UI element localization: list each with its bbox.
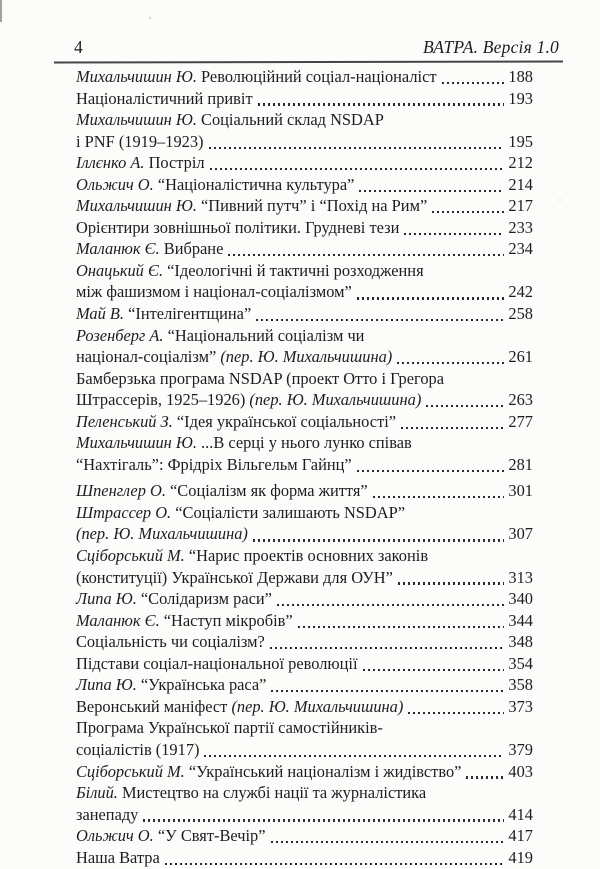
toc-title-text: “Нахтігаль”: Фрідріх Вільгельм Гайнц” — [76, 454, 352, 474]
toc-line — [76, 152, 533, 174]
toc-list — [76, 66, 533, 868]
page-header — [74, 37, 559, 57]
toc-author-or-translator: (пер. Ю. Михальчишина) — [220, 347, 393, 367]
toc-line — [76, 502, 533, 524]
toc-entry-text — [76, 109, 384, 131]
toc-line — [76, 346, 533, 368]
toc-page-number: 348 — [508, 632, 533, 652]
toc-page-number: 234 — [508, 239, 533, 259]
toc-author-or-translator: Білий. — [76, 783, 118, 803]
toc-title-text: “Ідеологічні й тактичні розходження — [163, 260, 424, 280]
toc-line — [76, 674, 533, 696]
toc-author-or-translator: Пеленський З. — [76, 411, 173, 431]
toc-line — [76, 389, 533, 411]
toc-author-or-translator: Михальчишин Ю. — [76, 433, 197, 453]
toc-title-text: “Соціалізм як форма життя” — [165, 481, 368, 501]
toc-page-number: 379 — [508, 739, 533, 759]
toc-entry-text — [76, 66, 437, 88]
toc-line — [76, 480, 533, 502]
toc-line — [76, 567, 533, 589]
toc-title-text: Постріл — [144, 153, 205, 173]
dot-leader — [398, 582, 505, 584]
toc-entry-text — [76, 174, 354, 196]
toc-title-text: Націоналістичний привіт — [76, 88, 253, 108]
toc-title-text: між фашизмом і націонал-соціалізмом” — [76, 282, 352, 302]
toc-author-or-translator: Май В. — [76, 304, 125, 324]
toc-page-number: 193 — [508, 88, 533, 108]
dot-leader — [357, 470, 505, 472]
dot-leader — [363, 669, 505, 671]
toc-line — [76, 411, 533, 433]
toc-title-text: Революційний соціал-націоналіст — [196, 67, 437, 86]
toc-title-text: Програма Української партії самостійників- — [76, 718, 383, 738]
toc-title-text: “Українська раса” — [136, 675, 267, 695]
toc-entry-text — [76, 567, 393, 589]
toc-entry-text — [76, 411, 396, 433]
toc-line — [76, 195, 533, 217]
toc-entry-text — [76, 674, 266, 696]
toc-title-text: Веронський маніфест — [76, 696, 232, 716]
dot-leader — [210, 168, 505, 170]
toc-entry-text — [76, 804, 138, 826]
toc-line — [76, 782, 533, 804]
toc-entry-text — [76, 610, 293, 632]
toc-entry-text — [76, 480, 368, 502]
toc-line — [76, 131, 533, 153]
toc-line — [76, 696, 533, 718]
toc-author-or-translator: (пер. Ю. Михальчишина) — [76, 524, 248, 544]
toc-title-text: “Інтелігентщина” — [124, 304, 252, 324]
toc-entry-text — [76, 368, 444, 390]
toc-line — [76, 761, 533, 783]
dot-leader — [258, 103, 505, 105]
toc-line — [76, 610, 533, 632]
toc-author-or-translator: Ольжич О. — [76, 174, 154, 194]
running-title: ВАТРА. Версія 1.0 — [423, 37, 559, 57]
dot-leader — [270, 647, 505, 649]
toc-entry-text — [76, 761, 461, 783]
toc-line — [76, 545, 533, 567]
dot-leader — [408, 712, 504, 714]
dot-leader — [209, 147, 505, 149]
toc-title-text: ...В серці у нього лунко співав — [196, 433, 412, 453]
toc-page-number: 354 — [508, 653, 533, 673]
dot-leader — [426, 405, 504, 407]
dot-leader — [165, 863, 505, 865]
toc-line — [76, 432, 533, 454]
toc-page-number: 307 — [508, 524, 533, 544]
toc-line — [76, 847, 533, 869]
toc-entry-text — [76, 588, 272, 610]
toc-page-number: 214 — [508, 174, 533, 194]
toc-entry-text — [76, 782, 426, 804]
toc-entry-text — [76, 389, 421, 411]
toc-author-or-translator: (пер. Ю. Михальчишина) — [231, 696, 404, 716]
header-rule — [54, 60, 563, 63]
toc-line — [76, 217, 533, 239]
toc-page-number: 403 — [508, 761, 533, 781]
toc-line — [76, 325, 533, 347]
scan-edge-artifact — [0, 0, 2, 22]
toc-author-or-translator: Штрассер О. — [76, 502, 172, 522]
toc-author-or-translator: Сціборський М. — [76, 546, 185, 566]
toc-author-or-translator: Маланюк Є. — [76, 239, 160, 259]
toc-page-number: 373 — [508, 696, 533, 716]
toc-title-text: “У Свят-Вечір” — [153, 826, 266, 846]
toc-author-or-translator: Михальчишин Ю. — [76, 67, 197, 86]
dot-leader — [401, 427, 504, 429]
toc-entry-text — [76, 217, 399, 239]
toc-title-text: націонал-соціалізм” — [76, 347, 221, 367]
toc-page-number: 313 — [508, 567, 533, 587]
toc-title-text: занепаду — [76, 804, 139, 824]
toc-title-text: “Пивний путч” і “Похід на Рим” — [196, 196, 428, 216]
toc-title-text: соціалістів (1917) — [76, 739, 200, 759]
toc-page-number: 263 — [508, 390, 533, 410]
toc-page-number: 188 — [508, 67, 533, 86]
dot-leader — [298, 626, 505, 628]
toc-title-text: Бамберзька програма NSDAP (проект Отто і Грегора — [76, 368, 444, 388]
dot-leader — [271, 690, 504, 692]
toc-line — [76, 454, 533, 476]
toc-author-or-translator: Сціборський М. — [76, 761, 185, 781]
toc-entry-text — [76, 502, 405, 524]
toc-title-text: Штрассерів, 1925–1926) — [76, 390, 250, 410]
toc-entry-text — [76, 523, 248, 545]
toc-entry-text — [76, 847, 160, 869]
toc-entry-text — [76, 131, 204, 153]
toc-line — [76, 238, 533, 260]
toc-title-text: “Національний соціалізм чи — [163, 325, 365, 345]
toc-title-text: “Солідаризм раси” — [136, 589, 272, 609]
toc-page-number: 344 — [508, 610, 533, 630]
toc-page-number: 358 — [508, 675, 533, 695]
toc-page-number: 217 — [508, 196, 533, 216]
toc-title-text: “Соціалісти залишають NSDAP” — [171, 502, 405, 522]
toc-line — [76, 368, 533, 390]
toc-entry-text — [76, 346, 392, 368]
toc-line — [76, 88, 533, 110]
page-number: 4 — [74, 37, 83, 57]
dot-leader — [359, 190, 504, 192]
toc-line — [76, 631, 533, 653]
toc-title-text: “Український націоналізм і жидівство” — [184, 761, 462, 781]
dot-leader — [228, 254, 504, 256]
toc-title-text: Наша Ватра — [76, 847, 160, 867]
toc-title-text: Соціальність чи соціалізм? — [76, 632, 265, 652]
toc-title-text: (конституції) Української Держави для ОУН” — [76, 567, 393, 587]
toc-author-or-translator: Маланюк Є. — [76, 610, 160, 630]
toc-title-text: Вибране — [159, 239, 224, 259]
toc-title-text: Соціальний склад NSDAP — [196, 110, 384, 130]
toc-entry-text — [76, 238, 223, 260]
toc-title-text: “Нарис проектів основних законів — [184, 546, 429, 566]
toc-page-number: 417 — [508, 826, 533, 846]
toc-page-number: 414 — [508, 804, 533, 824]
toc-line — [76, 303, 533, 325]
toc-entry-text — [76, 696, 403, 718]
toc-entry-text — [76, 303, 251, 325]
toc-entry-text — [76, 653, 358, 675]
dot-leader — [466, 776, 504, 778]
toc-page-number: 340 — [508, 589, 533, 609]
toc-page-number: 212 — [508, 153, 533, 173]
toc-page-number: 258 — [508, 304, 533, 324]
toc-page-number: 261 — [508, 347, 533, 367]
dot-leader — [357, 297, 505, 299]
toc-line — [76, 281, 533, 303]
toc-page-number: 301 — [508, 481, 533, 501]
toc-entry-text — [76, 631, 265, 653]
toc-entry-text — [76, 281, 352, 303]
toc-author-or-translator: Шпенглер О. — [76, 481, 166, 501]
toc-author-or-translator: Липа Ю. — [76, 589, 137, 609]
toc-line — [76, 825, 533, 847]
toc-page-number: 277 — [508, 411, 533, 431]
toc-author-or-translator: (пер. Ю. Михальчишина) — [249, 390, 422, 410]
toc-line — [76, 260, 533, 282]
dot-leader — [204, 755, 504, 757]
dot-leader — [442, 82, 505, 84]
toc-line — [76, 804, 533, 826]
dot-leader — [432, 211, 504, 213]
toc-author-or-translator: Липа Ю. — [76, 675, 137, 695]
toc-entry-text — [76, 717, 383, 739]
toc-title-text: і PNF (1919–1923) — [76, 131, 204, 151]
toc-title-text: “Націоналістична культура” — [153, 174, 355, 194]
toc-author-or-translator: Ольжич О. — [76, 826, 154, 846]
toc-page-number: 233 — [508, 217, 533, 237]
toc-title-text: Орієнтири зовнішньої політики. Грудневі тези — [76, 217, 400, 237]
toc-title-text: Підстави соціал-національної революції — [76, 653, 358, 673]
toc-author-or-translator: Розенберг А. — [76, 325, 164, 345]
toc-author-or-translator: Іллєнко А. — [76, 153, 145, 173]
dot-leader — [277, 604, 504, 606]
dot-leader — [397, 362, 504, 364]
toc-line — [76, 653, 533, 675]
toc-line — [76, 66, 533, 88]
toc-author-or-translator: Михальчишин Ю. — [76, 196, 197, 216]
dot-leader — [143, 819, 504, 821]
toc-entry-text — [76, 195, 427, 217]
toc-title-text: Мистецтво на службі нації та журналістика — [117, 783, 427, 803]
toc-line — [76, 739, 533, 761]
dot-leader — [404, 233, 504, 235]
dot-leader — [271, 841, 505, 843]
toc-line — [76, 109, 533, 131]
dot-leader — [256, 319, 504, 321]
toc-author-or-translator: Онацький Є. — [76, 260, 164, 280]
toc-line — [76, 174, 533, 196]
toc-page-number: 281 — [508, 454, 533, 474]
toc-page-number: 242 — [508, 282, 533, 302]
toc-title-text: “Наступ мікробів” — [159, 610, 293, 630]
toc-entry-text — [76, 432, 412, 454]
toc-entry-text — [76, 152, 205, 174]
toc-entry-text — [76, 825, 266, 847]
toc-page-number: 195 — [508, 131, 533, 151]
toc-author-or-translator: Михальчишин Ю. — [76, 110, 197, 130]
dot-leader — [373, 496, 505, 498]
toc-line — [76, 523, 533, 545]
toc-line — [76, 588, 533, 610]
toc-page-number: 419 — [508, 847, 533, 867]
toc-entry-text — [76, 739, 199, 761]
toc-entry-text — [76, 88, 253, 110]
toc-entry-text — [76, 454, 352, 476]
toc-entry-text — [76, 325, 364, 347]
toc-entry-text — [76, 545, 428, 567]
toc-title-text: “Ідея української соціальності” — [172, 411, 397, 431]
toc-line — [76, 717, 533, 739]
toc-entry-text — [76, 260, 424, 282]
dot-leader — [253, 539, 505, 541]
